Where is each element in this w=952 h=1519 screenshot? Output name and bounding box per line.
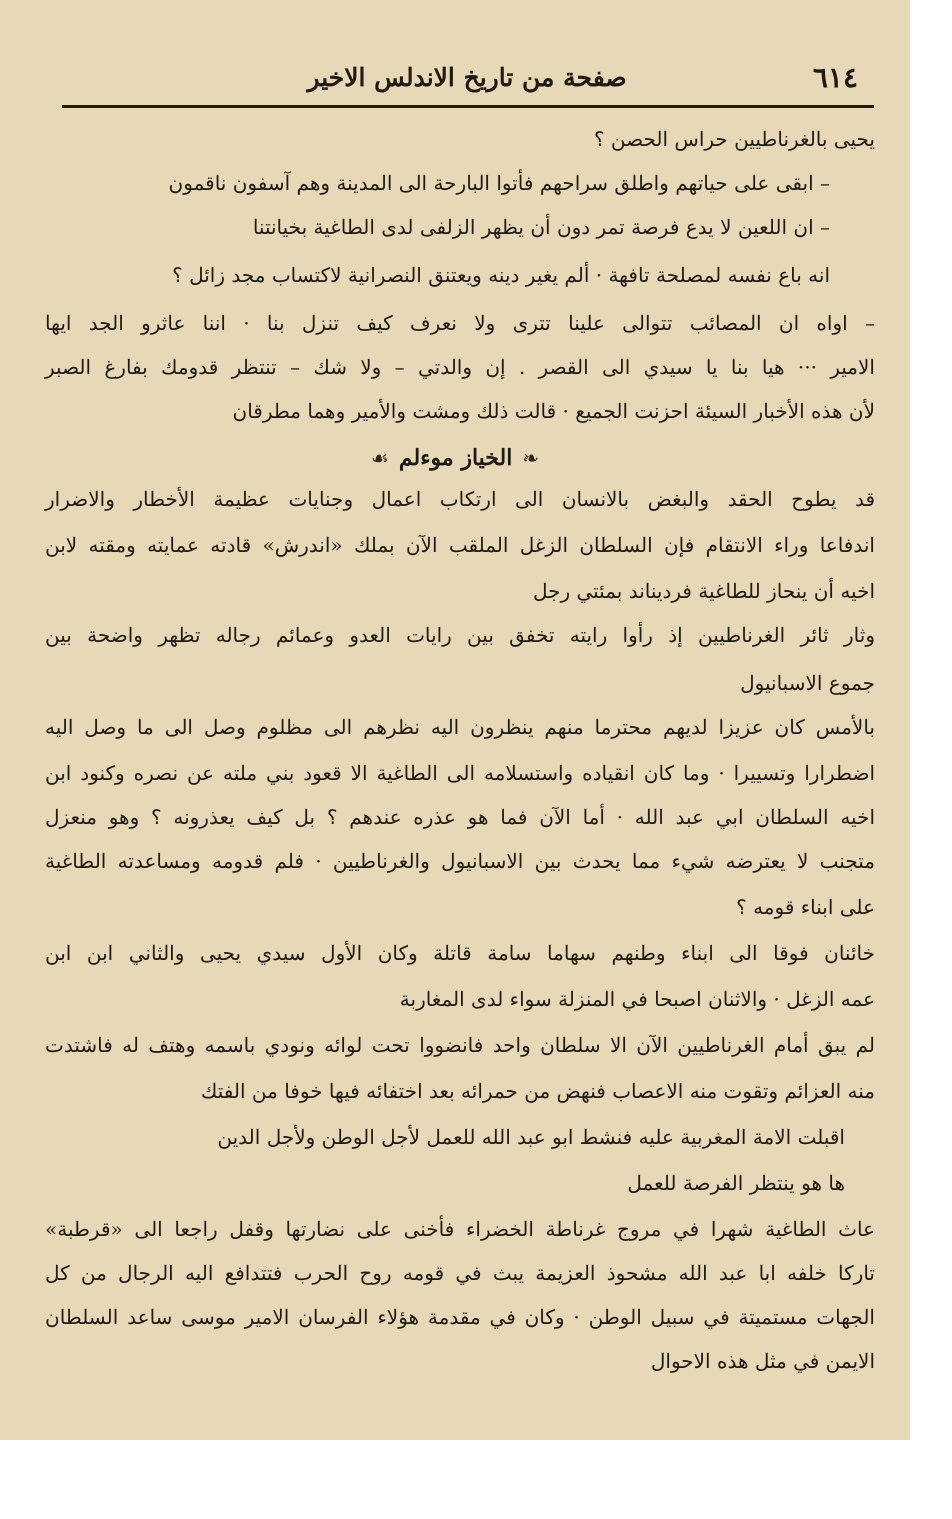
text-line: قد يطوح الحقد والبغض بالانسان الى ارتكاب اعمال وجنايات عظيمة الأخطار والاضرار <box>45 487 875 511</box>
text-line: لأن هذه الأخبار السيئة احزنت الجميع · قالت ذلك ومشت والأمير وهما مطرقان <box>232 399 875 423</box>
dialogue-block <box>45 110 875 430</box>
section-ornament <box>330 440 580 476</box>
text-line: على ابناء قومه ؟ <box>736 895 875 919</box>
text-line: بالأمس كان عزيزا لديهم محترما منهم ينظرون اليه نظرهم الى مظلوم وصل الى ما وصل اليه <box>45 715 875 739</box>
text-line: عاث الطاغية شهرا في مروج غرناطة الخضراء فأخنى على نضارتها وقفل راجعا الى «قرطبة» <box>45 1217 875 1241</box>
text-line: اخيه السلطان ابي عبد الله · أما الآن فما هو عذره عندهم ؟ بل كيف يعذرونه ؟ وهو منعزل <box>45 805 876 829</box>
text-line: وثار ثائر الغرناطيين إذ رأوا رايته تخفق بين رايات العدو وعمائم رجاله تظهر واضحة بين <box>45 623 875 647</box>
running-title: صفحة من تاريخ الاندلس الاخير <box>307 63 627 92</box>
text-line: خائنان فوقا الى ابناء وطنهم سهاما سامة قاتلة وكان الأول سيدي يحيى والثاني ابن ابن <box>45 941 875 965</box>
text-line: – اواه ان المصائب تتوالى علينا تترى ولا نعرف كيف تنزل بنا · اننا عاثرو الجد ايها <box>45 311 875 335</box>
text-line: لم يبق أمام الغرناطيين الآن الا سلطان واحد فانضووا تحت لوائه ونودي باسمه وهتف له فاشتدت <box>45 1033 875 1057</box>
header-rule <box>62 105 874 108</box>
text-line: اخيه أن ينحاز للطاغية فرديناند بمئتي رجل <box>532 579 875 603</box>
page-header <box>62 55 872 107</box>
text-line: – ان اللعين لا يدع فرصة تمر دون أن يظهر الزلفى لدى الطاغية بخيانتنا <box>252 215 830 239</box>
text-line: ها هو ينتظر الفرصة للعمل <box>627 1171 845 1195</box>
text-line: متجنب لا يعترضه شيء مما يحدث بين الاسبانيول والغرناطيين · فلم قدومه ومساعدته الطاغية <box>45 849 875 873</box>
text-line: الجهات مستميتة في سبيل الوطن · وكان في مقدمة هؤلاء الفرسان الامير موسى ساعد السلطان <box>45 1305 875 1329</box>
text-line: يحيى بالغرناطيين حراس الحصن ؟ <box>593 127 875 151</box>
page-number: ٦١٤ <box>812 61 858 94</box>
narrative-block <box>45 478 875 1398</box>
text-line: انه باع نفسه لمصلحة تافهة · ألم يغير دينه ويعتنق النصرانية لاكتساب مجد زائل ؟ <box>172 263 830 287</box>
text-line: اندفاعا وراء الانتقام فإن السلطان الزغل الملقب الآن بملك «اندرش» قادته عمايته ومقته لابن <box>45 533 875 557</box>
text-line: منه العزائم وتقوت منه الاعصاب فنهض من حمرائه بعد اختفائه فيها خوفا من الفتك <box>200 1079 875 1103</box>
text-line: اضطرارا وتسييرا · وما كان انقياده واستسلامه الى الطاغية الا قعود بني ملته عن نصره وكنود ابن <box>45 761 875 785</box>
ornament-flourish-icon: ❧ <box>522 446 540 470</box>
text-line: – ابقى على حياتهم واطلق سراحهم فأتوا البارحة الى المدينة وهم آسفون ناقمون <box>168 171 830 195</box>
text-line: الايمن في مثل هذه الاحوال <box>650 1349 875 1373</box>
text-line: جموع الاسبانيول <box>740 671 875 695</box>
ornament-flourish-icon: ☙ <box>370 446 389 470</box>
text-line: اقبلت الامة المغربية عليه فنشط ابو عبد الله للعمل لأجل الوطن ولأجل الدين <box>217 1125 845 1149</box>
text-line: عمه الزغل · والاثنان اصبحا في المنزلة سواء لدى المغاربة <box>399 987 875 1011</box>
text-line: تاركا خلفه ابا عبد الله مشحوذ العزيمة يبث في قومه روح الحرب فتتدافع اليه الرجال من كل <box>45 1261 875 1285</box>
text-line: الامير ··· هيا بنا يا سيدي الى القصر . إن والدتي – ولا شك – تنتظر قدومك بفارغ الصبر <box>45 355 875 379</box>
section-heading: الخياز موءلم <box>398 445 513 471</box>
